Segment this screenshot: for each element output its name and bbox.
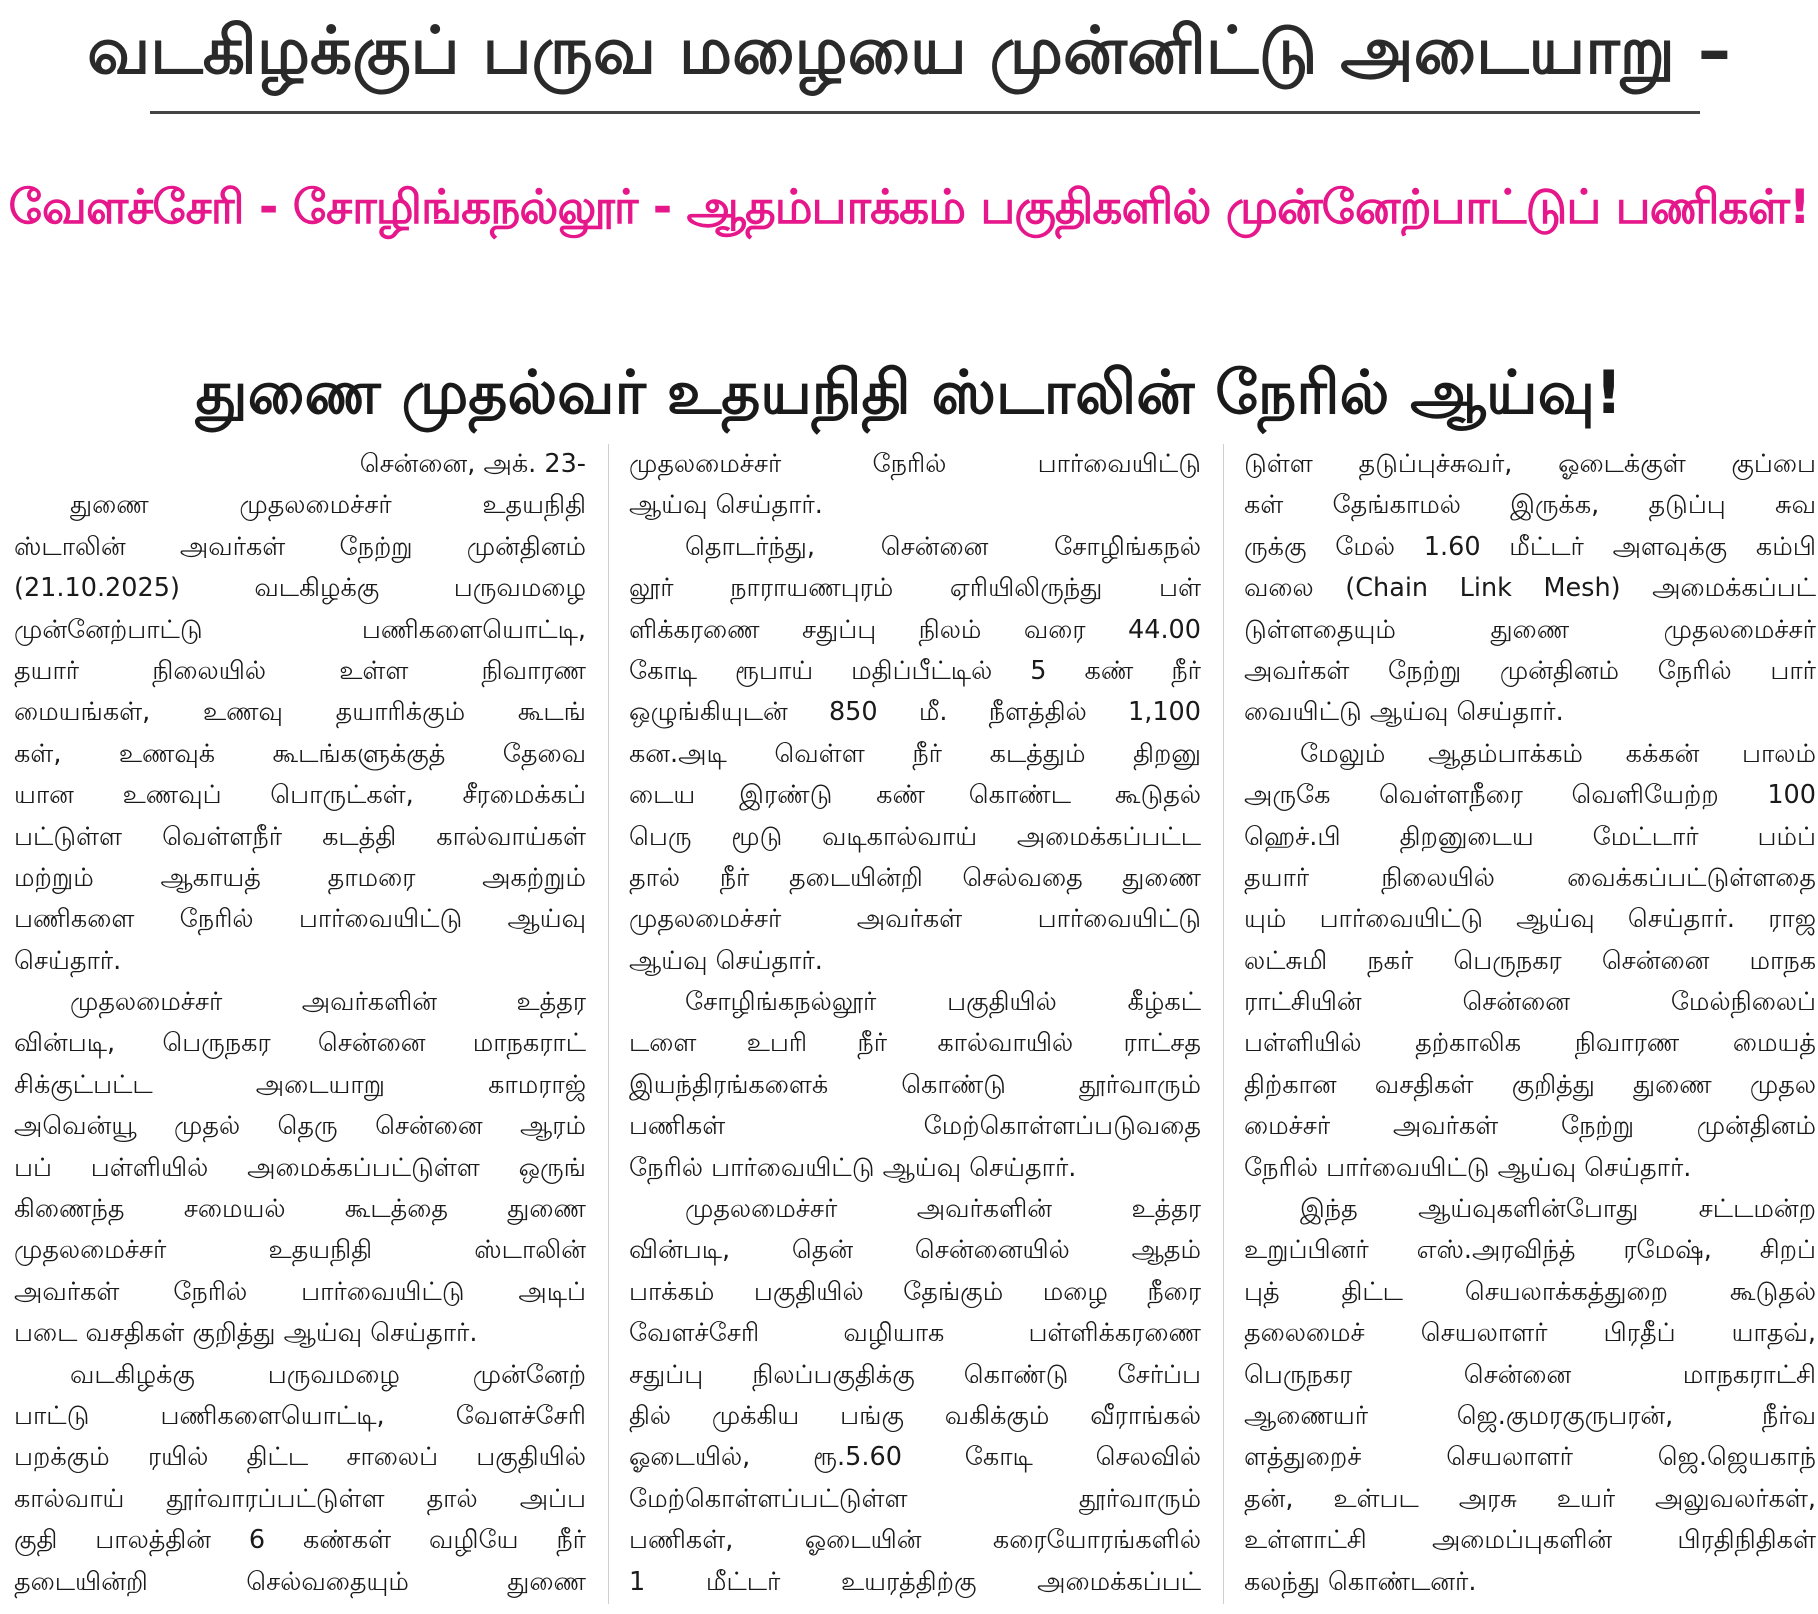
text-line: வையிட்டு ஆய்வு செய்தார். (1244, 697, 1564, 728)
dateline: சென்னை, அக். 23- (359, 449, 586, 479)
text-line: தில் முக்கிய பங்கு வகிக்கும் வீராங்கல் (629, 1400, 1201, 1431)
text-line: தன், உள்பட அரசு உயர் அலுவலர்கள், (1244, 1483, 1816, 1514)
text-line: இயந்திரங்களைக் கொண்டு தூர்வாரும் (629, 1069, 1201, 1100)
text-line: டுள்ளதையும் துணை முதலமைச்சர் (1244, 614, 1816, 645)
text-line: ராட்சியின் சென்னை மேல்நிலைப் (1244, 987, 1816, 1018)
text-line: செய்தார். (14, 945, 122, 976)
text-line: திற்கான வசதிகள் குறித்து துணை முதல (1244, 1069, 1816, 1100)
text-line: பப் பள்ளியில் அமைக்கப்பட்டுள்ள ஒருங் (14, 1152, 586, 1183)
text-line: வின்படி, தென் சென்னையில் ஆதம் (629, 1235, 1201, 1266)
text-line: முன்னேற்பாட்டு பணிகளையொட்டி, (14, 614, 586, 645)
text-line: 1 மீட்டர் உயரத்திற்கு அமைக்கப்பட் (629, 1566, 1201, 1597)
text-line: தயார் நிலையில் உள்ள நிவாரண (14, 655, 586, 686)
text-line: மைச்சர் அவர்கள் நேற்று முன்தினம் (1244, 1111, 1816, 1142)
text-line: உறுப்பினர் எஸ்.அரவிந்த் ரமேஷ், சிறப் (1244, 1235, 1816, 1266)
text-line: பள்ளியில் தற்காலிக நிவாரண மையத் (1244, 1028, 1816, 1059)
text-line: பாக்கம் பகுதியில் தேங்கும் மழை நீரை (629, 1276, 1201, 1307)
text-line: துணை முதலமைச்சர் உதயநிதி (70, 490, 586, 521)
text-line: லட்சுமி நகர் பெருநகர சென்னை மாநக (1244, 945, 1816, 976)
text-line: பட்டுள்ள வெள்ளநீர் கடத்தி கால்வாய்கள் (14, 821, 586, 852)
text-line: யும் பார்வையிட்டு ஆய்வு செய்தார். ராஜ (1244, 904, 1816, 935)
text-line: கன.அடி வெள்ள நீர் கடத்தும் திறனு (629, 738, 1201, 769)
text-line: ஓடையில், ரூ.5.60 கோடி செலவில் (629, 1442, 1201, 1473)
text-line: ருக்கு மேல் 1.60 மீட்டர் அளவுக்கு கம்பி (1244, 531, 1816, 562)
text-line: உள்ளாட்சி அமைப்புகளின் பிரதிநிதிகள் (1244, 1525, 1816, 1556)
text-line: படை வசதிகள் குறித்து ஆய்வு செய்தார். (14, 1318, 478, 1349)
text-line: அவர்கள் நேரில் பார்வையிட்டு அடிப் (14, 1276, 586, 1307)
text-line: ஹெச்.பி திறனுடைய மேட்டார் பம்ப் (1244, 821, 1816, 852)
text-line: நேரில் பார்வையிட்டு ஆய்வு செய்தார். (1244, 1152, 1692, 1183)
text-line: ஸ்டாலின் அவர்கள் நேற்று முன்தினம் (14, 531, 586, 562)
text-line: டைய இரண்டு கண் கொண்ட கூடுதல் (629, 780, 1201, 811)
text-line: முதலமைச்சர் அவர்களின் உத்தர (685, 1194, 1201, 1225)
text-line: சதுப்பு நிலப்பகுதிக்கு கொண்டு சேர்ப்ப (629, 1359, 1201, 1390)
text-line: பணிகள் மேற்கொள்ளப்படுவதை (629, 1111, 1201, 1142)
text-line: முதலமைச்சர் நேரில் பார்வையிட்டு (629, 449, 1201, 479)
text-line: தயார் நிலையில் வைக்கப்பட்டுள்ளதை (1244, 862, 1816, 893)
text-line: முதலமைச்சர் உதயநிதி ஸ்டாலின் (14, 1235, 586, 1266)
text-line: பெரு மூடு வடிகால்வாய் அமைக்கப்பட்ட (629, 821, 1201, 852)
headline-main: வேளச்சேரி - சோழிங்கநல்லூர் - ஆதம்பாக்கம் பகுதிகளில் முன்னேற்பாட்டுப் பணிகள்! (8, 180, 1810, 235)
text-line: மற்றும் ஆகாயத் தாமரை அகற்றும் (14, 862, 586, 893)
text-line: சோழிங்கநல்லூர் பகுதியில் கீழ்கட் (685, 987, 1201, 1018)
text-line: இந்த ஆய்வுகளின்போது சட்டமன்ற (1300, 1194, 1816, 1225)
text-line: தால் நீர் தடையின்றி செல்வதை துணை (629, 862, 1201, 893)
text-line: கால்வாய் தூர்வாரப்பட்டுள்ள தால் அப்ப (14, 1483, 586, 1514)
text-line: வின்படி, பெருநகர சென்னை மாநகராட் (14, 1028, 586, 1059)
text-line: ஆய்வு செய்தார். (629, 490, 823, 521)
text-line: தொடர்ந்து, சென்னை சோழிங்கநல் (685, 531, 1201, 562)
text-line: கலந்து கொண்டனர். (1244, 1566, 1477, 1597)
text-line: ஆணையர் ஜெ.குமரகுருபரன், நீர்வ (1244, 1400, 1816, 1431)
text-line: வலை (Chain Link Mesh) அமைக்கப்பட் (1244, 573, 1816, 604)
text-line: மேலும் ஆதம்பாக்கம் கக்கன் பாலம் (1300, 738, 1816, 769)
text-line: மையங்கள், உணவு தயாரிக்கும் கூடங் (14, 697, 586, 728)
text-line: மேற்கொள்ளப்பட்டுள்ள தூர்வாரும் (629, 1483, 1201, 1514)
text-line: கோடி ரூபாய் மதிப்பீட்டில் 5 கண் நீர் (629, 655, 1201, 686)
text-line: அவென்யூ முதல் தெரு சென்னை ஆரம் (14, 1111, 586, 1142)
text-line: டுள்ள தடுப்புச்சுவர், ஓடைக்குள் குப்பை (1244, 449, 1816, 479)
text-line: நேரில் பார்வையிட்டு ஆய்வு செய்தார். (629, 1152, 1077, 1183)
text-line: (21.10.2025) வடகிழக்கு பருவமழை (14, 573, 586, 604)
text-line: பணிகள், ஓடையின் கரையோரங்களில் (629, 1525, 1201, 1556)
text-line: கள், உணவுக் கூடங்களுக்குத் தேவை (14, 738, 586, 769)
headline-kicker: வடகிழக்குப் பருவ மழையை முன்னிட்டு அடையாறு – (87, 12, 1731, 89)
text-line: பெருநகர சென்னை மாநகராட்சி (1244, 1359, 1816, 1390)
text-line: யான உணவுப் பொருட்கள், சீரமைக்கப் (14, 780, 586, 811)
text-line: தலைமைச் செயலாளர் பிரதீப் யாதவ், (1244, 1318, 1816, 1349)
text-line: டளை உபரி நீர் கால்வாயில் ராட்சத (629, 1028, 1201, 1059)
text-line: பாட்டு பணிகளையொட்டி, வேளச்சேரி (14, 1400, 586, 1431)
text-line: ளிக்கரணை சதுப்பு நிலம் வரை 44.00 (629, 614, 1201, 645)
text-line: தடையின்றி செல்வதையும் துணை (14, 1566, 586, 1597)
article-column-3 (1244, 444, 1816, 1609)
headline-subtitle: துணை முதல்வர் உதயநிதி ஸ்டாலின் நேரில் ஆய்வு! (195, 358, 1623, 428)
article-body (14, 444, 1816, 1609)
text-line: அவர்கள் நேற்று முன்தினம் நேரில் பார் (1244, 655, 1816, 686)
text-line: புத் திட்ட செயலாக்கத்துறை கூடுதல் (1244, 1276, 1816, 1307)
text-line: குதி பாலத்தின் 6 கண்கள் வழியே நீர் (14, 1525, 586, 1556)
headline-rule (150, 111, 1700, 114)
text-line: லூர் நாராயணபுரம் ஏரியிலிருந்து பள் (629, 573, 1201, 604)
text-line: வேளச்சேரி வழியாக பள்ளிக்கரணை (629, 1318, 1201, 1349)
text-line: அருகே வெள்ளநீரை வெளியேற்ற 100 (1244, 780, 1816, 811)
text-line: ளத்துறைச் செயலாளர் ஜெ.ஜெயகாந் (1244, 1442, 1816, 1473)
article-column-1 (14, 444, 586, 1609)
text-line: ஒழுங்கியுடன் 850 மீ. நீளத்தில் 1,100 (629, 697, 1201, 728)
text-line: பணிகளை நேரில் பார்வையிட்டு ஆய்வு (14, 904, 586, 935)
text-line: முதலமைச்சர் அவர்களின் உத்தர (70, 987, 586, 1018)
text-line: முதலமைச்சர் அவர்கள் பார்வையிட்டு (629, 904, 1201, 935)
text-line: ஆய்வு செய்தார். (629, 945, 823, 976)
text-line: கிணைந்த சமையல் கூடத்தை துணை (14, 1194, 586, 1225)
text-line: வடகிழக்கு பருவமழை முன்னேற் (70, 1359, 586, 1390)
text-line: சிக்குட்பட்ட அடையாறு காமராஜ் (14, 1069, 586, 1100)
article-column-2 (629, 444, 1201, 1609)
text-line: கள் தேங்காமல் இருக்க, தடுப்பு சுவ (1244, 490, 1816, 521)
text-line: பறக்கும் ரயில் திட்ட சாலைப் பகுதியில் (14, 1442, 586, 1473)
